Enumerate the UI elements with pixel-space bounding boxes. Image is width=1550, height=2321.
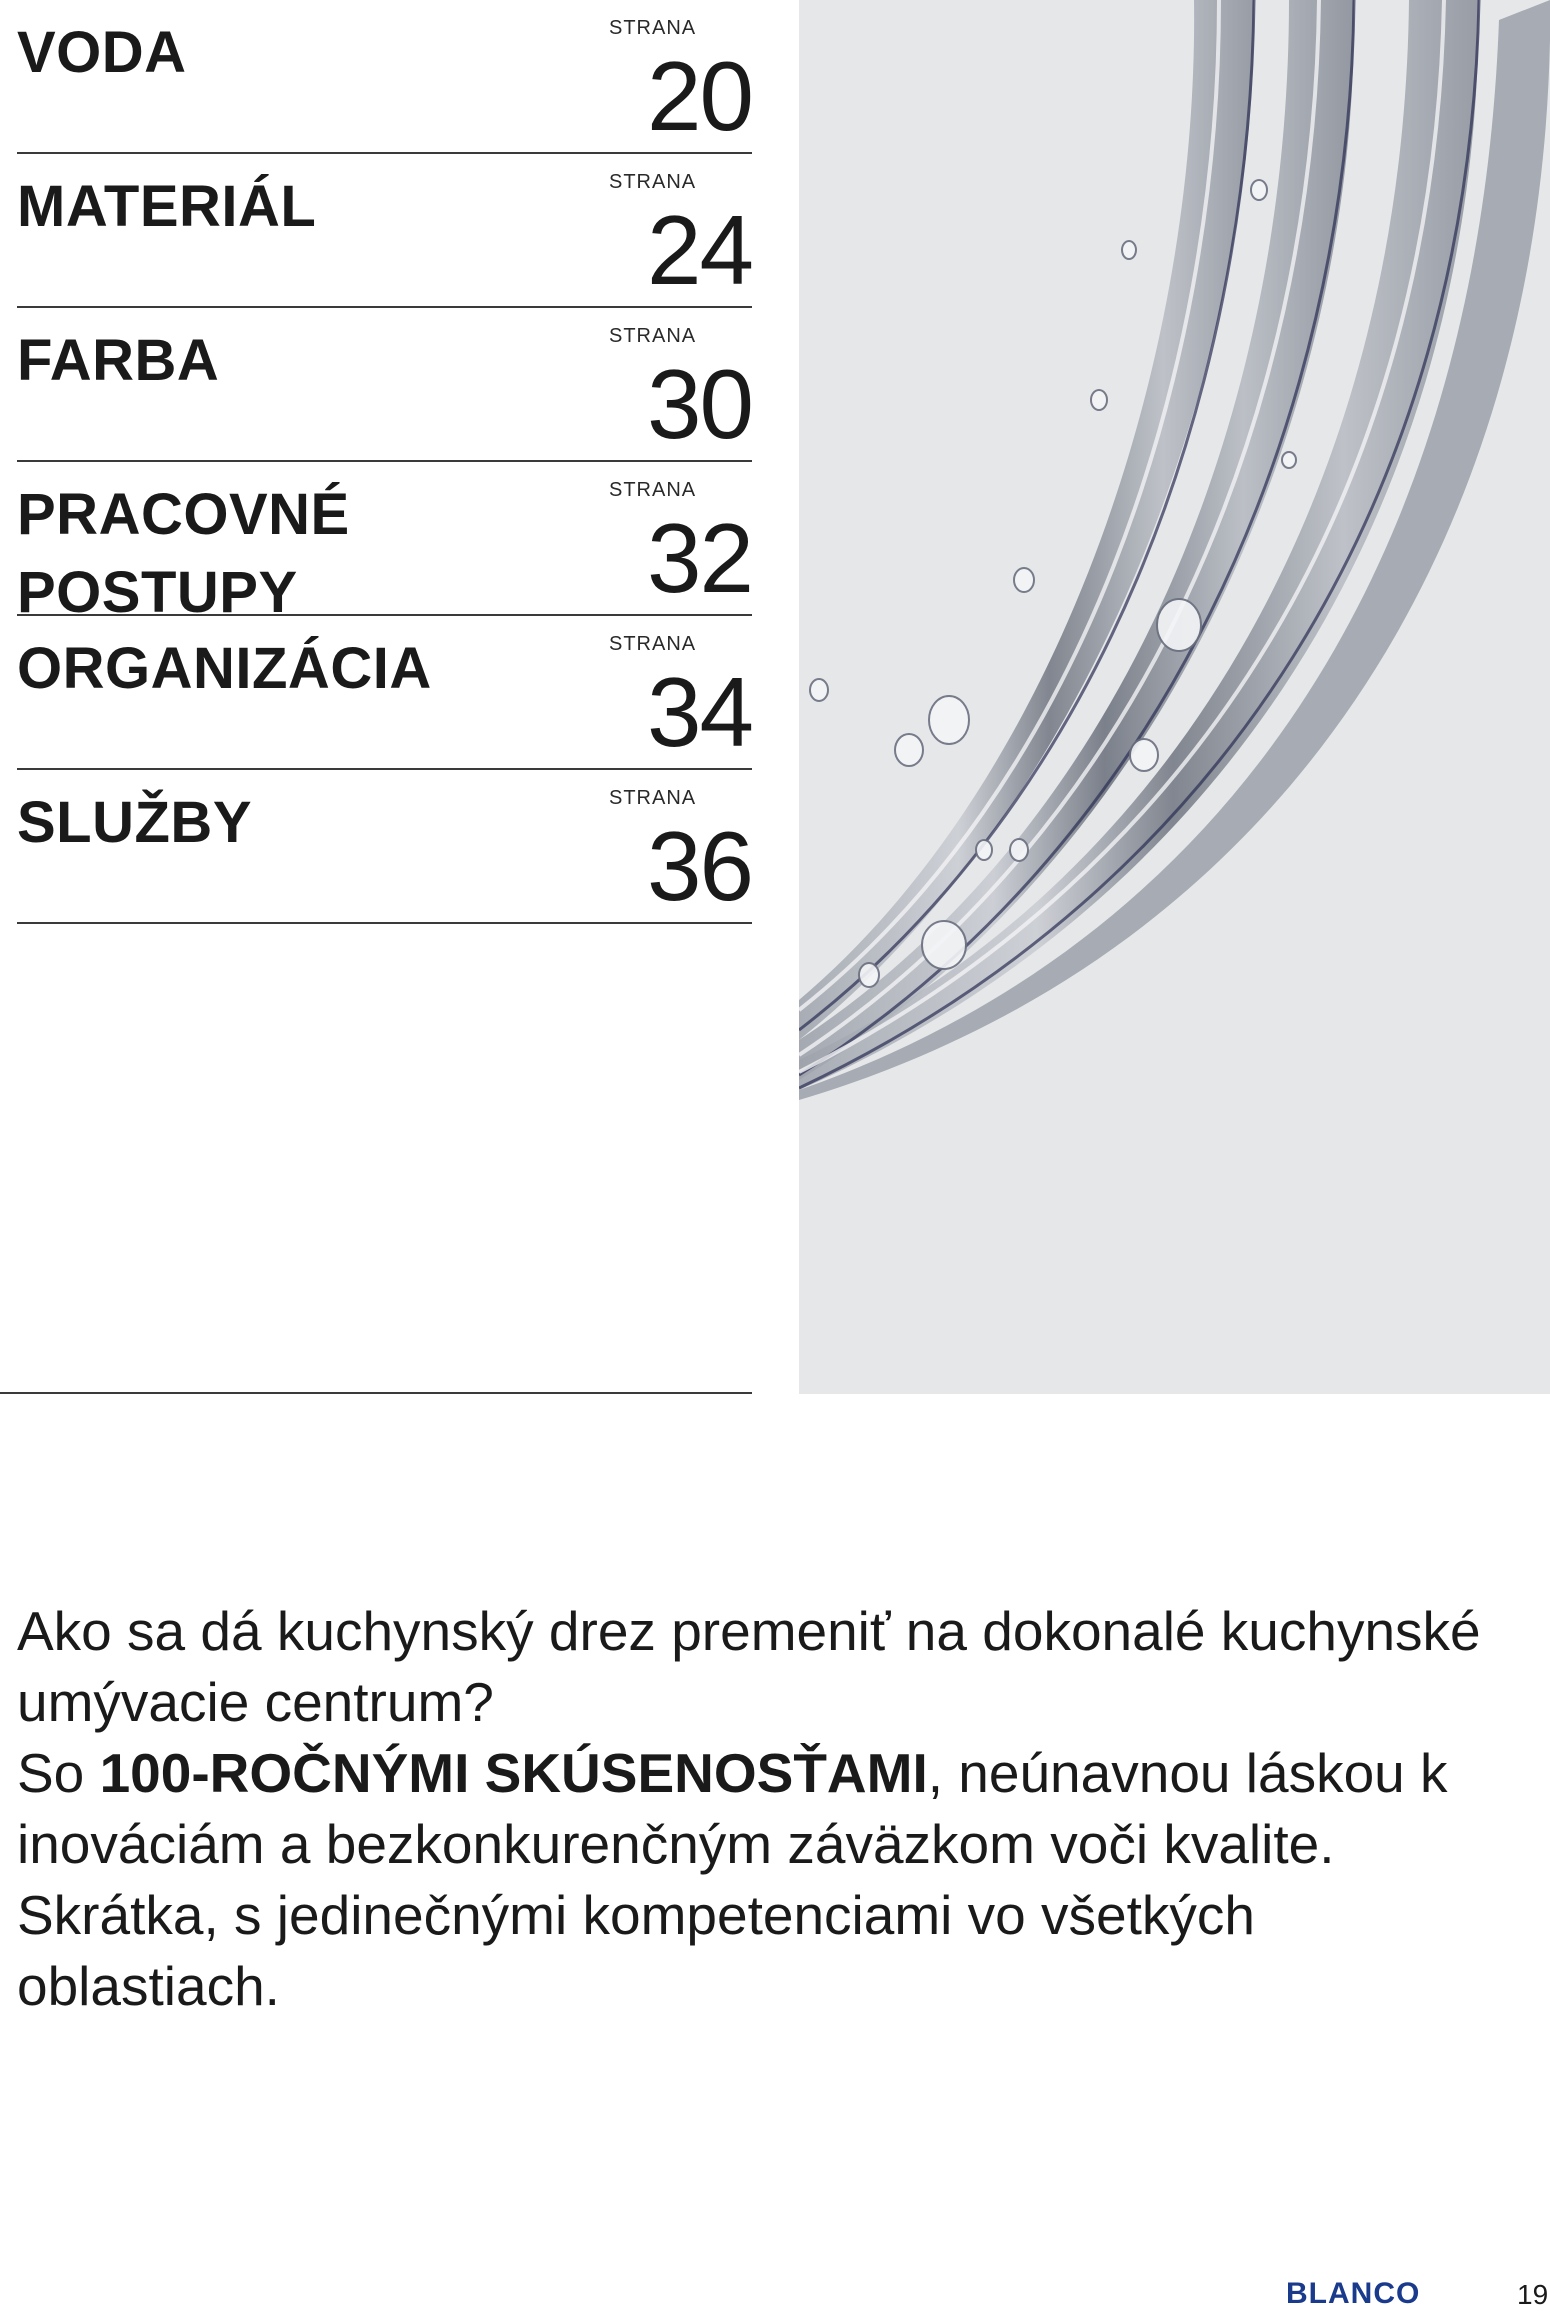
intro-so: So (17, 1742, 100, 1804)
toc-row-material[interactable] (17, 154, 752, 308)
toc-strana-label: STRANA (609, 171, 697, 193)
toc-page-number: 30 (646, 349, 752, 459)
toc-strana-label: STRANA (609, 787, 697, 809)
intro-highlight: 100-ROČNÝMI SKÚSENOSŤAMI (99, 1742, 928, 1804)
toc-row-organizacia[interactable] (17, 616, 752, 770)
toc-page-number: 34 (646, 657, 752, 767)
water-stream-icon (799, 0, 1550, 1394)
toc-page-number: 20 (646, 41, 752, 151)
toc-row-voda[interactable] (17, 0, 752, 154)
toc-row-farba[interactable] (17, 308, 752, 462)
toc-title: VODA (17, 20, 187, 85)
toc-title: FARBA (17, 328, 220, 393)
toc-page-number: 32 (646, 503, 752, 613)
water-stream-photo (799, 0, 1550, 1394)
toc-strana-label: STRANA (609, 325, 697, 347)
section-divider (0, 1392, 752, 1394)
toc-row-sluzby[interactable] (17, 770, 752, 924)
toc-page-number: 36 (646, 811, 752, 921)
toc-row-pracovne-postupy[interactable] (17, 462, 752, 625)
toc-title: MATERIÁL (17, 174, 317, 239)
toc-page-number: 24 (646, 195, 752, 305)
intro-paragraph (17, 1596, 1497, 2022)
toc-title: SLUŽBY (17, 790, 252, 855)
toc-strana-label: STRANA (609, 17, 697, 39)
intro-rest: , neúnavnou láskou k inováciám a bezkonkurenčným záväzkom voči kvalite. Skrátka, s jedinečnými kompetenciami vo všetkých oblastiach. (17, 1742, 1448, 2017)
blanco-logo: BLANCO (1286, 2277, 1421, 2310)
page-number: 19 (1517, 2279, 1549, 2310)
toc-strana-label: STRANA (609, 479, 697, 501)
table-of-contents (17, 0, 752, 924)
toc-title: ORGANIZÁCIA (17, 636, 432, 701)
intro-question: Ako sa dá kuchynský drez premeniť na dokonalé kuchynské umývacie centrum? (17, 1600, 1481, 1733)
toc-strana-label: STRANA (609, 633, 697, 655)
toc-title: PRACOVNÉ POSTUPY (17, 482, 350, 625)
